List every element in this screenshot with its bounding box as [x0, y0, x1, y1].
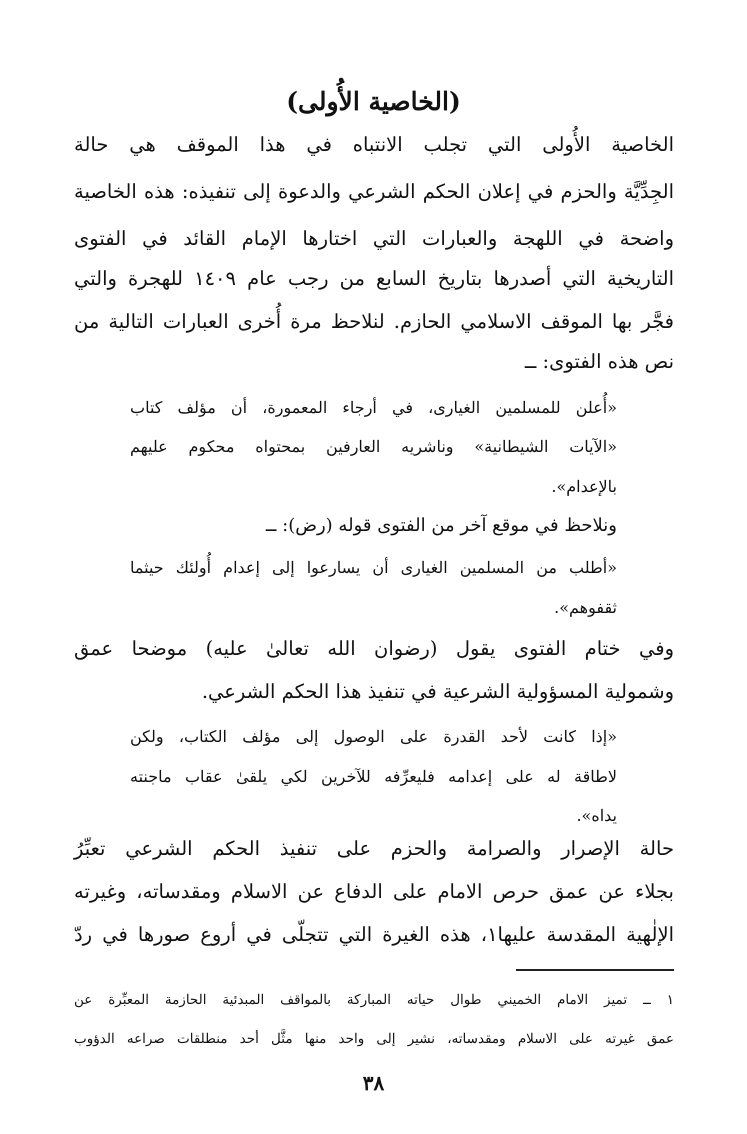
- quote-2-line-2: ثقفوهم».: [554, 598, 617, 617]
- paragraph-2-line-2: وشمولية المسؤولية الشرعية في تنفيذ هذا الحكم الشرعي.: [201, 680, 674, 703]
- quote-2-line-1: «أطلب من المسلمين الغيارى أن يسارعوا إلى إعدام أُولئك حيثما: [130, 558, 617, 577]
- footnote-separator: [516, 969, 674, 971]
- paragraph-3-line-3: الإلٰهية المقدسة عليها١، هذه الغيرة التي تتجلّى في أروع صورها في ردّ: [74, 923, 674, 946]
- paragraph-1-line-2: الجِدِّيَّة والحزم في إعلان الحكم الشرعي والدعوة إلى تنفيذه: هذه الخاصية: [74, 180, 674, 203]
- quote-1-line-3: بالإعدام».: [551, 477, 617, 496]
- paragraph-1-line-5: فجَّر بها الموقف الاسلامي الحازم. لنلاحظ مرة أُخرى العبارات التالية من: [74, 310, 674, 333]
- paragraph-3-line-1: حالة الإصرار والصرامة والحزم على تنفيذ الحكم الشرعي تعبِّرُ: [74, 837, 674, 860]
- paragraph-1-line-4: التاريخية التي أصدرها بتاريخ السابع من رجب عام ١٤٠٩ للهجرة والتي: [74, 267, 675, 290]
- quote-3-line-3: يداه».: [576, 806, 617, 825]
- footnote-line-2: عمق غيرته على الاسلام ومقدساته، نشير إلى واحد منها مثَّل أحد منطلقات صراعه الدؤوب: [74, 1031, 674, 1047]
- lead-in-2: ونلاحظ في موقع آخر من الفتوى قوله (رض): ــ: [265, 515, 617, 536]
- paragraph-2-line-1: وفي ختام الفتوى يقول (رضوان الله تعالىٰ عليه) موضحا عمق: [74, 637, 674, 660]
- paragraph-1-line-6: نص هذه الفتوى: ــ: [524, 350, 674, 373]
- quote-1-line-2: «الآيات الشيطانية» وناشريه العارفين بمحتواه محكوم عليهم: [130, 437, 617, 456]
- paragraph-3-line-2: بجلاء عن عمق حرص الامام على الدفاع عن الاسلام ومقدساته، وغيرته: [74, 880, 674, 903]
- paragraph-1-line-3: واضحة في اللهجة والعبارات التي اختارها الإمام القائد في الفتوى: [74, 227, 674, 250]
- quote-3-line-1: «إذا كانت لأحد القدرة على الوصول إلى مؤلف الكتاب، ولكن: [130, 727, 617, 746]
- page-number: ٣٨: [362, 1071, 385, 1095]
- quote-3-line-2: لاطاقة له على إعدامه فليعرِّفه للآخرين لكي يلقىٰ عقاب ماجنته: [130, 767, 617, 786]
- paragraph-1-line-1: الخاصية الأُولى التي تجلب الانتباه في هذا الموقف هي حالة: [74, 133, 674, 156]
- quote-1-line-1: «أُعلن للمسلمين الغيارى، في أرجاء المعمورة، أن مؤلف كتاب: [130, 398, 617, 417]
- footnote-line-1: ١ ــ تميز الامام الخميني طوال حياته المباركة بالمواقف المبدئية الحازمة المعبِّرة عن: [74, 992, 674, 1008]
- section-title: (الخاصية الأُولى): [286, 87, 461, 116]
